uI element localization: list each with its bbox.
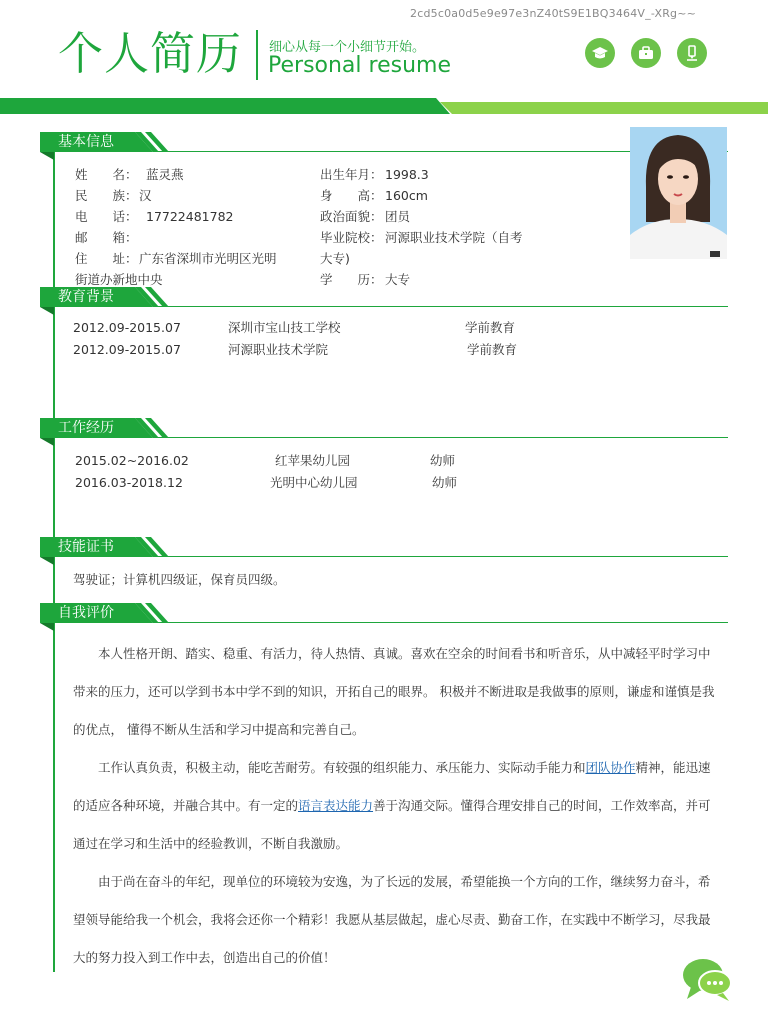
section-stripes <box>135 287 171 307</box>
phone-label: 电 话： <box>75 209 138 224</box>
header-band-light <box>440 102 768 114</box>
address-value-line2: 街道办新地中央 <box>75 272 163 287</box>
degree-label: 学 历： <box>320 272 383 287</box>
email-label: 邮 箱： <box>75 230 138 245</box>
school-label: 毕业院校： <box>320 230 383 245</box>
birth-label: 出生年月： <box>320 167 383 182</box>
teamwork-link[interactable]: 团队协作 <box>585 760 636 775</box>
section-fold <box>40 623 54 631</box>
name-value: 蓝灵燕 <box>146 167 184 182</box>
politics-value: 团员 <box>385 209 411 224</box>
self-eval-paragraph-2 <box>73 749 715 863</box>
section-title-self-eval: 自我评价 <box>58 605 114 621</box>
edu-2-period: 2012.09-2015.07 <box>73 342 181 357</box>
edu-1-school: 深圳市宝山技工学校 <box>228 320 341 335</box>
politics-label: 政治面貌： <box>320 209 383 224</box>
school-value-line1: 河源职业技术学院（自考 <box>385 230 523 245</box>
self-eval-p2-text-c: 善于沟通交际。懂得合理安排自己的时间，工作效率高，并可通过在学习和生活中的经验教训，不断自我激励。 <box>73 798 711 851</box>
document-id: 2cd5c0a0d5e9e97e3nZ40tS9E1BQ3464V_-XRg~~ <box>410 7 697 20</box>
work-2-period: 2016.03-2018.12 <box>75 475 183 490</box>
self-eval-p2-text-b: 精神，能迅速的适应各种环境，并融合其中。有一定的 <box>73 760 711 813</box>
work-1-company: 红苹果幼儿园 <box>275 453 351 468</box>
name-label: 姓 名： <box>75 167 138 182</box>
section-stripes <box>135 537 171 557</box>
graduation-cap-icon <box>585 38 615 68</box>
degree-value: 大专 <box>385 272 411 287</box>
title-chinese: 个人简历 <box>58 27 243 80</box>
address-value-line1: 广东省深圳市光明区光明 <box>139 251 277 266</box>
edu-1-period: 2012.09-2015.07 <box>73 320 181 335</box>
work-2-company: 光明中心幼儿园 <box>270 475 358 490</box>
section-title-work: 工作经历 <box>58 420 114 436</box>
edu-2-major: 学前教育 <box>467 342 518 357</box>
birth-value: 1998.3 <box>385 167 429 182</box>
section-fold <box>40 438 54 446</box>
section-rule <box>155 556 728 557</box>
section-rule <box>155 622 728 623</box>
section-fold <box>40 307 54 315</box>
subtitle: 细心从每一个小细节开始。 <box>269 40 426 55</box>
section-title-education: 教育背景 <box>58 289 114 305</box>
self-eval-paragraph-1: 本人性格开朗、踏实、稳重、有活力，待人热情、真诚。喜欢在空余的时间看书和听音乐，从中减轻平时学习中带来的压力，还可以学到书本中学不到的知识，开拓自己的眼界。 积极并不断进取是我做事的原则，谦虚和谨慎是我的优点， 懂得不断从生活和学习中提高和完善自己。 <box>73 646 715 737</box>
height-value: 160cm <box>385 188 428 203</box>
school-value-line2: 大专) <box>320 251 350 266</box>
briefcase-icon <box>631 38 661 68</box>
section-rule <box>155 437 728 438</box>
section-title-skills: 技能证书 <box>58 539 114 555</box>
section-stripes <box>135 418 171 438</box>
ethnicity-value: 汉 <box>139 188 152 203</box>
work-1-position: 幼师 <box>430 453 456 468</box>
language-skill-link[interactable]: 语言表达能力 <box>298 798 374 813</box>
section-fold <box>40 557 54 565</box>
work-1-period: 2015.02~2016.02 <box>75 453 189 468</box>
phone-value: 17722481782 <box>146 209 234 224</box>
self-eval-p2-text-a: 工作认真负责，积极主动，能吃苦耐劳。有较强的组织能力、承压能力、实际动手能力和 <box>98 760 586 775</box>
title-divider <box>256 30 258 80</box>
section-stripes <box>135 603 171 623</box>
section-fold <box>40 152 54 160</box>
height-label: 身 高： <box>320 188 383 203</box>
title-english: Personal resume <box>268 53 451 78</box>
section-rule <box>155 306 728 307</box>
pen-icon <box>677 38 707 68</box>
work-2-position: 幼师 <box>432 475 458 490</box>
header-band-dark <box>0 98 450 114</box>
section-title-basic: 基本信息 <box>58 134 114 150</box>
edu-1-major: 学前教育 <box>465 320 516 335</box>
ethnicity-label: 民 族： <box>75 188 138 203</box>
address-label: 住 址： <box>75 251 138 266</box>
edu-2-school: 河源职业技术学院 <box>228 342 329 357</box>
self-eval-paragraph-3: 由于尚在奋斗的年纪，现单位的环境较为安逸，为了长远的发展，希望能换一个方向的工作，继续努力奋斗，希望领导能给我一个机会，我将会还你一个精彩！我愿从基层做起，虚心尽责、勤奋工作，在实践中不断学习，尽我最大的努力投入到工作中去，创造出自己的价值！ <box>73 874 711 965</box>
section-stripes <box>135 132 171 152</box>
skills-text: 驾驶证；计算机四级证，保育员四级。 <box>73 572 286 587</box>
profile-photo <box>630 127 727 259</box>
chat-bubbles-icon <box>681 955 733 1003</box>
